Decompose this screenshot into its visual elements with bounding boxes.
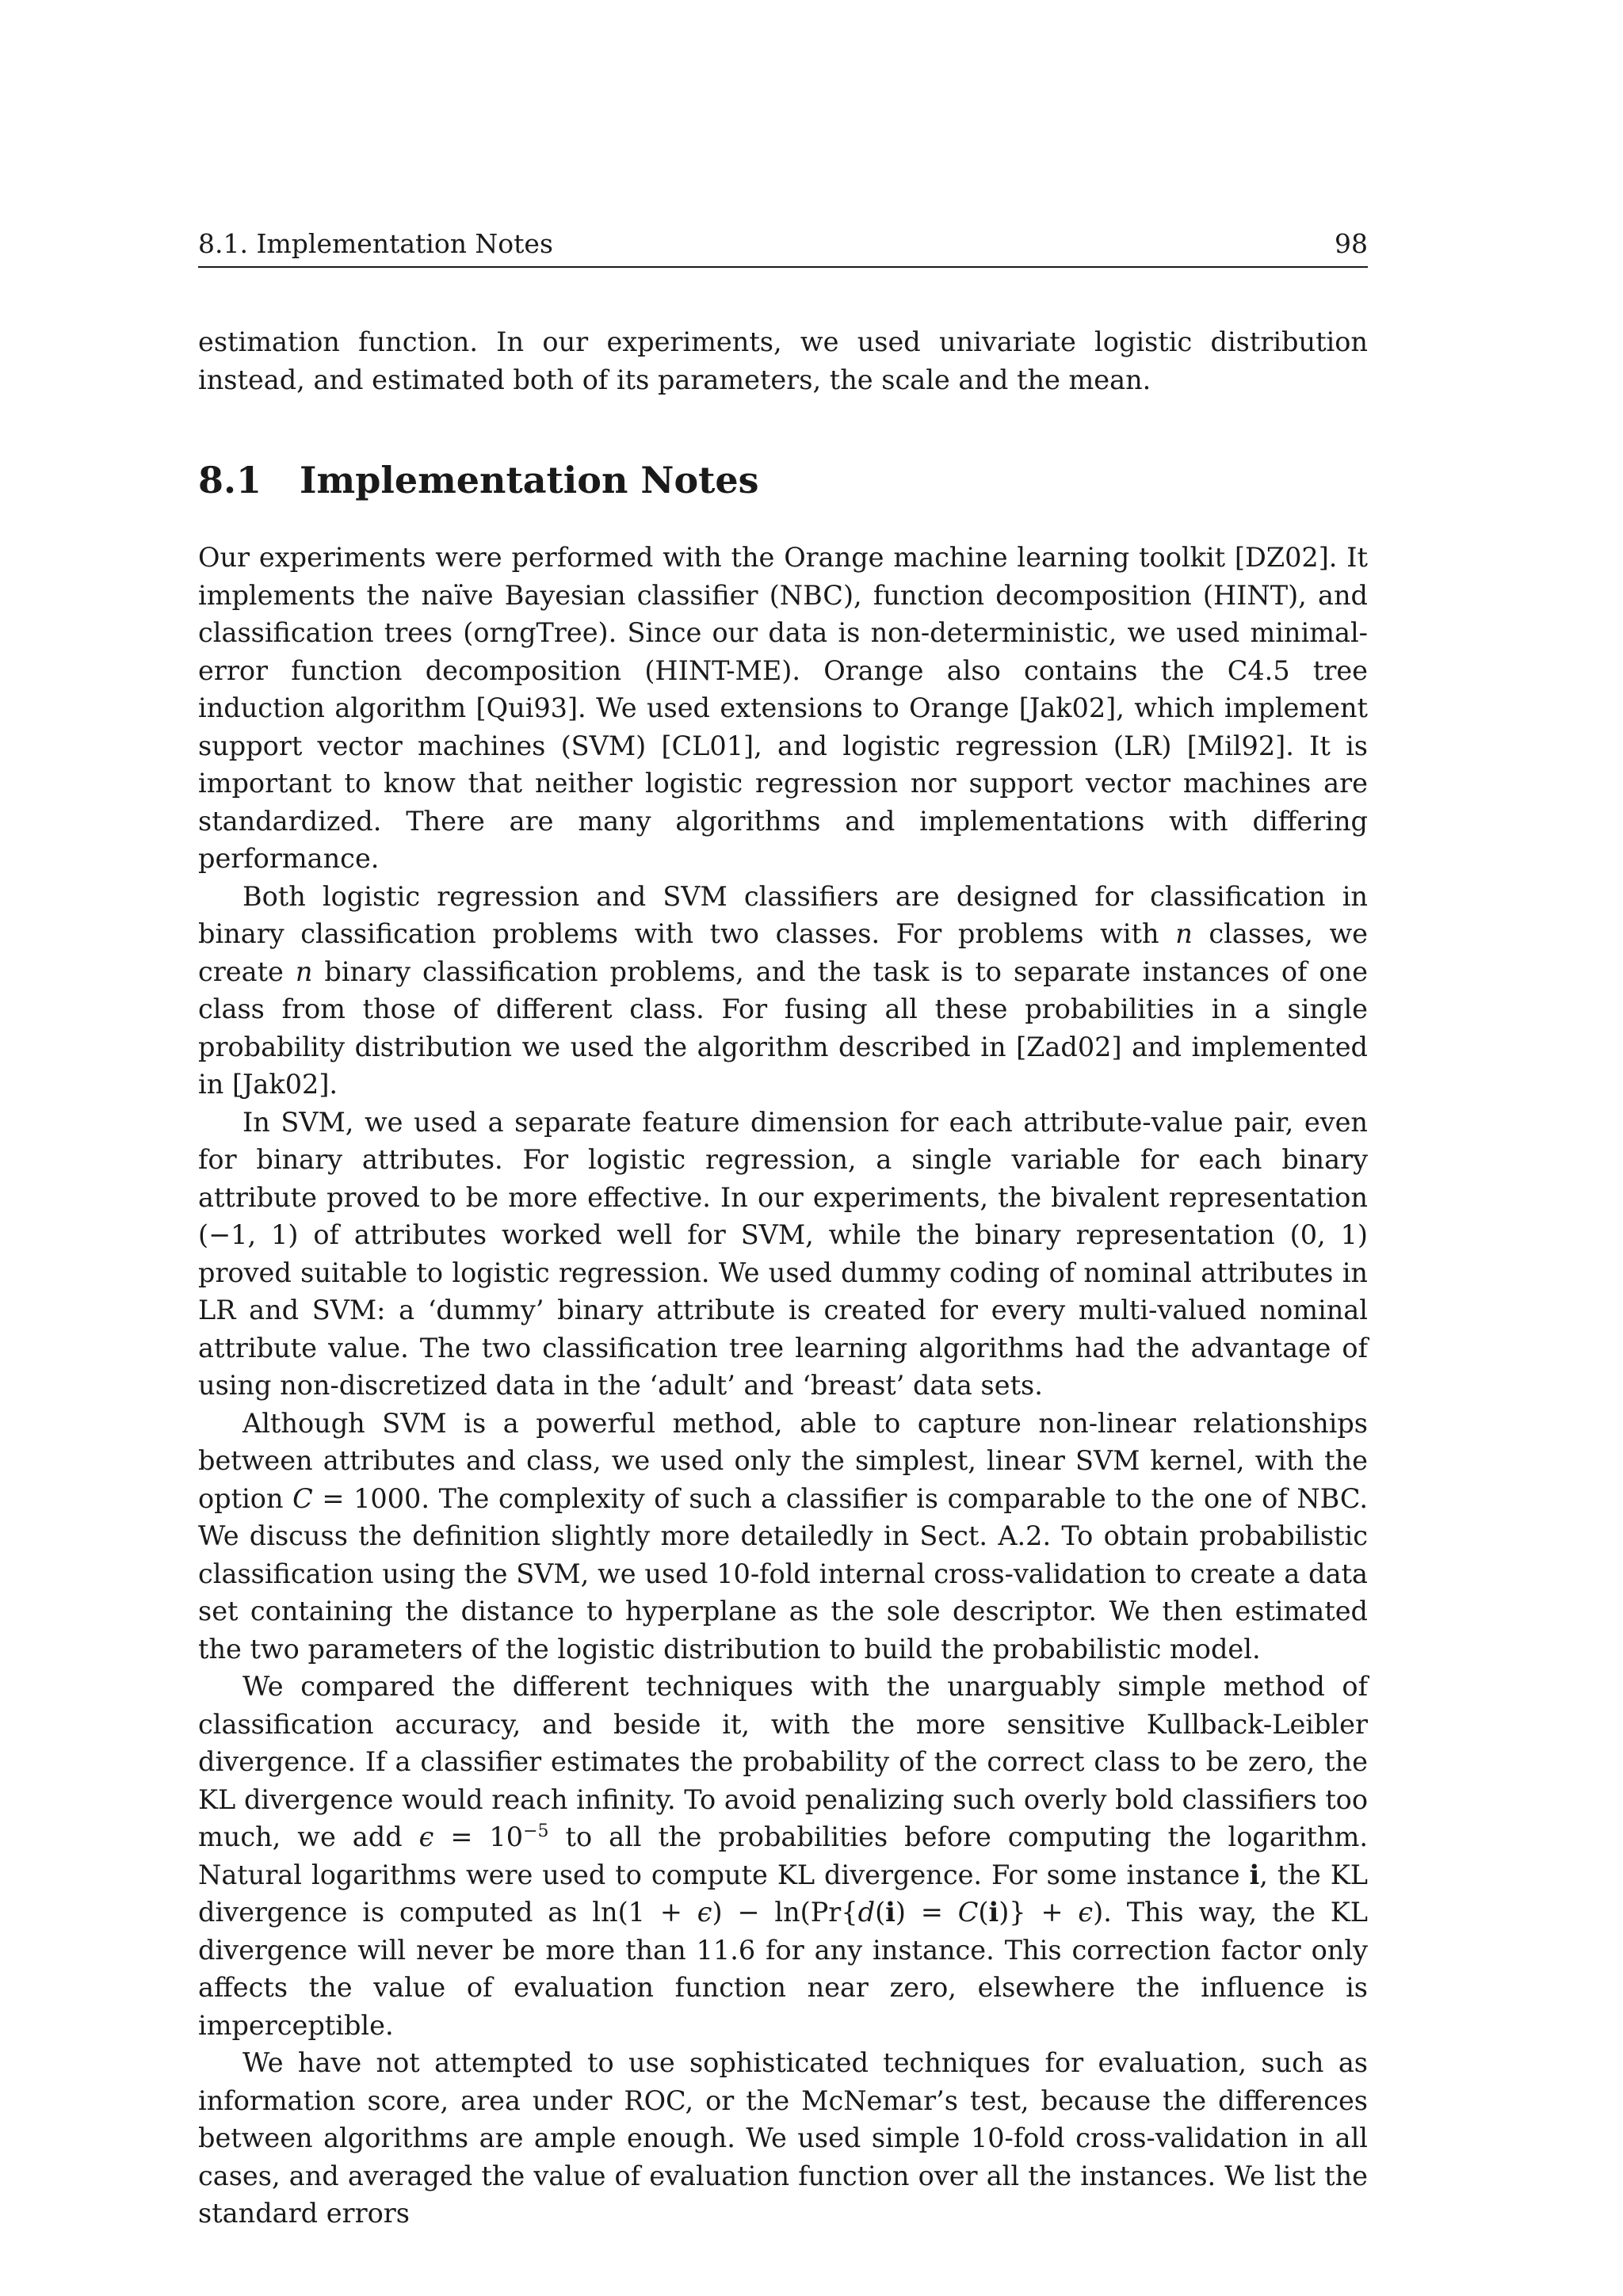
math-text: ) − ln(Pr{ — [712, 1897, 858, 1928]
intro-text — [198, 323, 1368, 399]
math-var-epsilon: ϵ — [697, 1897, 712, 1928]
text-run: Although SVM is a powerful method, able to capture non-linear relationships between attributes and class, we used only the simplest, linear SVM kernel, with the option — [198, 1407, 1368, 1514]
math-text: ( — [875, 1897, 886, 1928]
math-text: ( — [978, 1897, 989, 1928]
text-run: ). This way, the KL divergence will never be more than 11.6 for any instance. This correction factor only affects the value of evaluation function near zero, elsewhere the influence is imperceptible. — [198, 1897, 1369, 2041]
paragraph-2 — [198, 878, 1368, 1104]
paragraph-6: We have not attempted to use sophisticated techniques for evaluation, such as information score, area under ROC, or the McNemar’s test, because the differences between algorithms are ample enough. We used simple 10-fold cross-validation in all cases, and averaged the value of evaluation function over all the instances. We list the standard errors — [198, 2047, 1368, 2229]
math-text: = 10 — [433, 1821, 524, 1852]
paragraph-1: Our experiments were performed with the Orange machine learning toolkit [DZ02]. It implements the naïve Bayesian classifier (NBC), function decomposition (HINT), and classification trees (orngTree). Since our data is non-deterministic, we used minimal-error function decomposition (HINT-ME). Orange also contains the C4.5 tree induction algorithm [Qui93]. We used extensions to Orange [Jak02], which implement support vector machines (SVM) [CL01], and logistic regression (LR) [Mil92]. It is important to know that neither logistic regression nor support vector machines are standardized. There are many algorithms and implementations with differing performance. — [198, 542, 1368, 874]
math-text: )} + — [999, 1897, 1079, 1928]
math-var-c: C — [292, 1482, 313, 1514]
intro-paragraph: estimation function. In our experiments, we used univariate logistic distribution instead, and estimated both of its parameters, the scale and the mean. — [198, 326, 1368, 395]
math-var-n: n — [295, 955, 313, 987]
running-header — [198, 228, 1368, 268]
math-var-d: d — [857, 1897, 876, 1928]
math-text: ) = — [895, 1897, 958, 1928]
math-var-i: i — [1249, 1859, 1260, 1890]
header-section-title: 8.1. Implementation Notes — [198, 228, 553, 259]
math-exponent: −5 — [523, 1821, 549, 1841]
text-run: classes, we create — [198, 918, 1369, 987]
paragraph-5 — [198, 1668, 1368, 2044]
header-page-number: 98 — [1335, 228, 1368, 259]
text-run: , the KL divergence is computed as ln(1 + — [198, 1859, 1368, 1928]
text-run: = 1000. The complexity of such a classifier is comparable to the one of NBC. We discuss the definition slightly more detailedly in Sect. A.2. To obtain probabilistic classification using the SVM, we used 10-fold internal cross-validation to create a data set containing the distance to hyperplane as the sole descriptor. We then estimated the two parameters of the logistic distribution to build the probabilistic model. — [198, 1482, 1368, 1665]
math-var-c: C — [957, 1897, 979, 1928]
text-run: Both logistic regression and SVM classifiers are designed for classification in binary classification problems with two classes. For problems with — [198, 880, 1368, 949]
math-var-epsilon: ϵ — [418, 1821, 434, 1852]
math-var-i: i — [885, 1897, 896, 1928]
math-var-n: n — [1175, 918, 1193, 949]
paragraph-3: In SVM, we used a separate feature dimension for each attribute-value pair, even for binary attributes. For logistic regression, a single variable for each binary attribute proved to be more effective. In our experiments, the bivalent representation (−1, 1) of attributes worked well for SVM, while the binary representation (0, 1) proved suitable to logistic regression. We used dummy coding of nominal attributes in LR and SVM: a ‘dummy’ binary attribute is created for every multi-valued nominal attribute value. The two classification tree learning algorithms had the advantage of using non-discretized data in the ‘adult’ and ‘breast’ data sets. — [198, 1106, 1368, 1401]
section-title: Implementation Notes — [300, 459, 759, 502]
paragraph-4 — [198, 1405, 1368, 1669]
section-number: 8.1 — [198, 459, 262, 502]
text-run: We compared the different techniques with the unarguably simple method of classification accuracy, and beside it, with the more sensitive Kullback-Leibler divergence. If a classifier estimates the probability of the correct class to be zero, the KL divergence would reach infinity. To avoid penalizing such overly bold classifiers too much, we add — [198, 1671, 1368, 1852]
text-run: to all the probabilities before computing the logarithm. Natural logarithms were used to compute KL divergence. For some instance — [198, 1821, 1369, 1890]
section-body — [198, 539, 1368, 2233]
text-run: binary classification problems, and the task is to separate instances of one class from those of different class. For fusing all these probabilities in a single probability distribution we used the algorithm described in [Zad02] and implemented in [Jak02]. — [198, 955, 1368, 1100]
math-var-epsilon: ϵ — [1078, 1897, 1094, 1928]
math-var-i: i — [988, 1897, 999, 1928]
section-heading — [198, 458, 759, 502]
